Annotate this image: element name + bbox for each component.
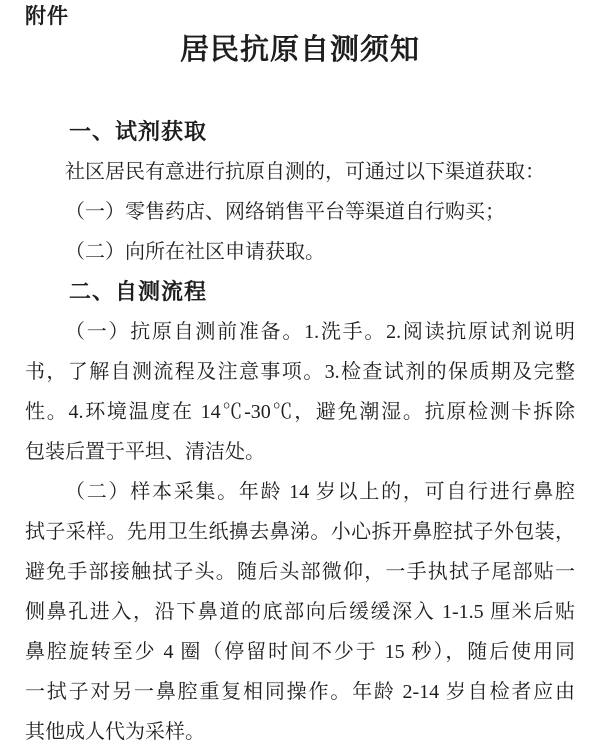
text-line: 一、试剂获取 <box>69 119 208 144</box>
text-line: 性。4.环境温度在 14℃-30℃，避免潮湿。抗原检测卡拆除 <box>25 401 575 423</box>
text-line: （二）向所在社区申请获取。 <box>65 241 325 263</box>
text-line: （二）样本采集。年龄 14 岁以上的，可自行进行鼻腔 <box>65 481 575 503</box>
paragraph <box>25 472 575 752</box>
attachment-label: 附件 <box>25 5 69 28</box>
paragraph <box>25 232 575 272</box>
text-line: 拭子采样。先用卫生纸擤去鼻涕。小心拆开鼻腔拭子外包装， <box>25 521 575 543</box>
text-line: 包装后置于平坦、清洁处。 <box>25 441 265 463</box>
document-title: 居民抗原自测须知 <box>179 34 420 66</box>
text-line: （一）抗原自测前准备。1.洗手。2.阅读抗原试剂说明 <box>65 321 575 343</box>
paragraph <box>25 152 575 192</box>
text-line: 一拭子对另一鼻腔重复相同操作。年龄 2-14 岁自检者应由 <box>25 681 575 703</box>
document-body <box>25 112 575 752</box>
text-line: 书，了解自测流程及注意事项。3.检查试剂的保质期及完整 <box>25 361 575 383</box>
paragraph <box>25 192 575 232</box>
text-line: 鼻腔旋转至少 4 圈（停留时间不少于 15 秒），随后使用同 <box>25 641 575 663</box>
text-line: 侧鼻孔进入，沿下鼻道的底部向后缓缓深入 1-1.5 厘米后贴 <box>25 601 575 623</box>
section-heading <box>25 272 575 312</box>
text-line: 其他成人代为采样。 <box>25 721 205 743</box>
text-line: （一）零售药店、网络销售平台等渠道自行购买； <box>65 201 505 223</box>
section-heading <box>25 112 575 152</box>
paragraph <box>25 312 575 472</box>
text-line: 社区居民有意进行抗原自测的，可通过以下渠道获取： <box>65 161 545 183</box>
text-line: 避免手部接触拭子头。随后头部微仰，一手执拭子尾部贴一 <box>25 561 575 583</box>
text-line: 二、自测流程 <box>69 279 208 304</box>
